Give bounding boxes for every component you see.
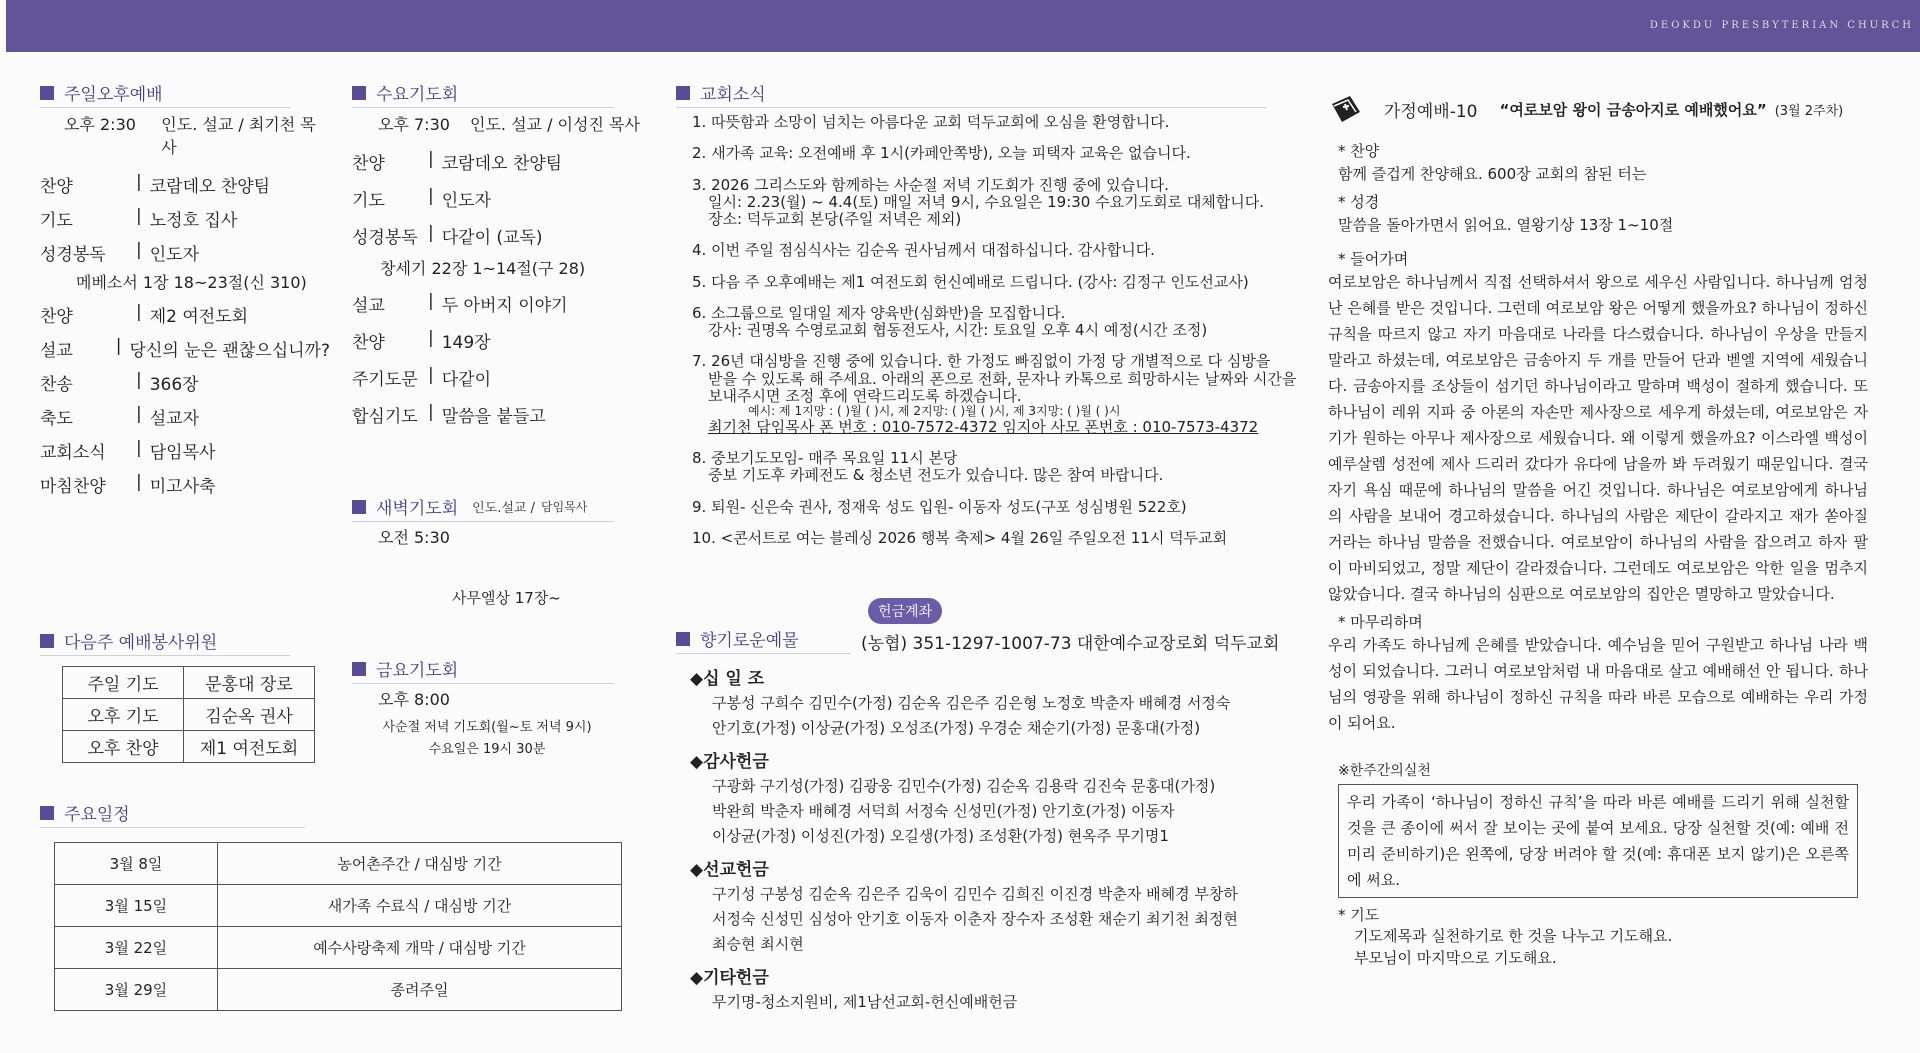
committee-role: 오후 찬양 (63, 731, 184, 763)
order-label: 찬양 (40, 177, 73, 197)
news-section (676, 80, 1296, 561)
account-number: (농협) 351-1297-1007-73 대한예수교장로회 덕두교회 (861, 634, 1280, 654)
order-row (40, 172, 330, 197)
order-row (40, 438, 330, 463)
offering-names: 서정숙 신성민 심성아 안기호 이동자 이춘자 장수자 조성환 채순기 최기천 최정현 (712, 910, 1238, 928)
dawn-service (352, 494, 652, 607)
order-row (40, 336, 330, 361)
closing-heading: * 마무리하며 (1338, 613, 1423, 631)
news-title: 교회소식 (676, 80, 1266, 108)
order-label: 기도 (40, 211, 73, 231)
order-value: 담임목사 (149, 443, 216, 463)
wednesday-service (352, 80, 652, 439)
schedule-title: 주요일정 (40, 800, 305, 828)
schedule-table (54, 842, 622, 1011)
news-subline: 받을 수 있도록 해 주세요. 아래의 폰으로 전화, 문자나 카톡으로 희망하시는 날짜와 시간을 (708, 369, 1297, 388)
order-label: 주기도문 (352, 370, 418, 390)
news-subline: 일시: 2.23(월) ~ 4.4(토) 매일 저녁 9시, 수요일은 19:30 수요기도회로 대체합니다. (708, 192, 1265, 211)
schedule-date: 3월 15일 (55, 885, 218, 927)
order-divider: | (428, 223, 434, 243)
news-item (692, 499, 1296, 516)
home-subtitle: “여로보암 왕이 금송아지로 예배했어요” (1499, 100, 1767, 119)
offering-section (676, 626, 1296, 1015)
scripture-heading: * 성경 (1338, 193, 1380, 211)
news-text: 4. 이번 주일 점심식사는 김순옥 권사님께서 대접하십니다. 감사합니다. (692, 241, 1155, 260)
order-label: 설교 (40, 341, 73, 361)
news-text: 5. 다음 주 오후예배는 제1 여전도회 헌신예배로 드립니다. (강사: 김정구 인도선교사) (692, 272, 1249, 291)
order-label: 설교 (352, 296, 385, 316)
news-item (692, 177, 1296, 229)
closing-text: 우리 가족도 하나님께 은혜를 받았습니다. 예수님을 믿어 구원받고 하나님 나라 백성이 되었습니다. 그러니 여로보암처럼 내 마음대로 살고 예배해선 안 됩니다. 하나님의 영광을 위해 하나님이 정하신 규칙을 따라 바른 모습으로 예배하는 우리 가정이 되어요. (1328, 636, 1868, 732)
offering-names: 이상균(가정) 이성진(가정) 오길생(가정) 조성환(가정) 현옥주 무기명1 (712, 827, 1169, 845)
offering-heading: ◆선교헌금 (690, 860, 769, 880)
schedule-row (55, 927, 622, 969)
offering-heading: ◆감사헌금 (690, 752, 769, 772)
section-square-icon (676, 632, 690, 646)
offering-names: 박완희 박춘자 배혜경 서덕희 서정숙 신성민(가정) 안기호(가정) 이동자 (712, 802, 1175, 820)
order-value: 미고사축 (149, 477, 216, 497)
order-divider: | (136, 438, 142, 458)
order-row (352, 149, 652, 174)
order-label: 성경봉독 (352, 228, 418, 248)
order-divider: | (115, 336, 122, 356)
order-row (352, 365, 652, 390)
order-divider: | (428, 402, 434, 422)
news-text: 6. 소그룹으로 일대일 제자 양육반(심화반)을 모집합니다. (692, 303, 1066, 322)
order-value: 코람데오 찬양팀 (149, 177, 271, 197)
news-item (692, 242, 1296, 259)
practice-box: 우리 가족이 ‘하나님이 정하신 규칙’을 따라 바른 예배를 드리기 위해 실천할 것을 큰 종이에 써서 잘 보이는 곳에 붙여 보세요. 당장 실천할 것(예: 예배 전 미리 준비하기)은 왼쪽에, 당장 버려야 할 것(예: 휴대폰 보지 않기)은 오른쪽에 써요. (1338, 784, 1858, 898)
dawn-time: 오전 5:30 (378, 528, 450, 547)
order-divider: | (428, 328, 434, 348)
afternoon-title: 주일오후예배 (40, 80, 290, 108)
bible-icon (1328, 92, 1364, 126)
order-value: 코람데오 찬양팀 (441, 154, 563, 174)
section-square-icon (40, 634, 54, 648)
schedule-event: 농어촌주간 / 대심방 기간 (218, 843, 622, 885)
order-divider: | (428, 365, 434, 385)
friday-line2: 수요일은 19시 30분 (428, 742, 546, 758)
offering-names: 안기호(가정) 이상균(가정) 오성조(가정) 우경순 채순기(가정) 문홍대(가정) (712, 719, 1201, 737)
order-label: 합심기도 (352, 407, 418, 427)
order-value: 다같이 (441, 370, 492, 390)
schedule-event: 새가족 수료식 / 대심방 기간 (218, 885, 622, 927)
schedule-event: 종려주일 (218, 969, 622, 1011)
wednesday-leader: 인도. 설교 / 이성진 목사 (470, 115, 640, 134)
offering-names: 최승현 최시현 (712, 935, 804, 953)
intro-text: 여로보암은 하나님께서 직접 선택하셔서 왕으로 세우신 사람입니다. 하나님께 엄청난 은혜를 받은 것입니다. 그런데 여로보암 왕은 어떻게 했을까요? 하나님이 정하신 규칙을 따르지 않고 자기 마음대로 나라를 다스렸습니다. 하나님이 우상을 만들지 말라고 하셨는데, 여로보암은 금송아지 두 개를 만들어 단과 벧엘 지역에 세웠습니다. 금송아지를 조상들이 섬기던 하나님이라고 말하며 백성이 절하게 했습니다. 또 하나님이 레위 지파 중 아론의 자손만 제사장으로 세우게 하셨는데, 여로보암은 자기가 원하는 아무나 제사장으로 세웠습니다. 왜 이렇게 했을까요? 이스라엘 백성이 예루살렘 성전에 제사 드리러 갔다가 유다에 남을까 봐 두려웠기 때문입니다. 결국 자기 욕심 때문에 하나님의 말씀을 어긴 것입니다. 하나님은 여로보암에게 하나님의 사람을 보내어 경고하셨습니다. 하나님의 사람은 제단이 갈라지고 재가 쏟아질 거라는 하나님 말씀을 전했습니다. 여로보암이 하나님의 사람을 잡으려고 하자 팔이 마비되었고, 정말 제단이 갈라졌습니다. 그런데도 여로보암은 악한 일을 멈추지 않았습니다. 결국 하나님의 심판으로 여로보암의 집안은 멸망하고 말았습니다. (1328, 273, 1868, 603)
afternoon-time: 오후 2:30 (64, 115, 136, 134)
committee-table (62, 666, 315, 763)
scripture-reference: 메베소서 1장 18~23절(신 310) (76, 273, 307, 292)
account-label-wrap (868, 598, 942, 624)
order-row (352, 223, 652, 248)
schedule-row (55, 885, 622, 927)
order-value: 인도자 (441, 191, 492, 211)
news-text: 2. 새가족 교육: 오전예배 후 1시(카페안쪽방), 오늘 피택자 교육은 없습니다. (692, 144, 1191, 163)
scripture-reference: 창세기 22장 1~14절(구 28) (380, 259, 586, 278)
news-subline: 중보 기도후 카페전도 & 청소년 전도가 있습니다. 많은 참여 바랍니다. (708, 466, 1164, 485)
order-row (40, 302, 330, 327)
order-divider: | (428, 186, 434, 206)
dawn-title: 새벽기도회 인도.설교 / 담임목사 (352, 494, 614, 522)
prayer-heading: * 기도 (1338, 906, 1380, 924)
dawn-text: 사무엘상 17장~ (452, 589, 561, 608)
order-label: 기도 (352, 191, 385, 211)
order-divider: | (136, 472, 142, 492)
section-square-icon (40, 806, 54, 820)
offering-names: 구광화 구기성(가정) 김광웅 김민수(가정) 김순옥 김용락 김진숙 문홍대(가정) (712, 777, 1216, 795)
wednesday-order (352, 149, 652, 427)
schedule-date: 3월 8일 (55, 843, 218, 885)
news-text: 8. 중보기도모임- 매주 목요일 11시 본당 (692, 449, 958, 468)
news-item (692, 450, 1296, 485)
prayer-line1: 기도제목과 실천하기로 한 것을 나누고 기도해요. (1354, 927, 1673, 945)
news-item (692, 530, 1296, 547)
offering-names: 구기성 구봉성 김순옥 김은주 김욱이 김민수 김희진 이진경 박춘자 배혜경 부창하 (712, 885, 1238, 903)
prayer-line2: 부모님이 마지막으로 기도해요. (1354, 949, 1557, 967)
order-divider: | (136, 206, 142, 226)
offering-names: 구봉성 구희수 김민수(가정) 김순옥 김은주 김은형 노정호 박춘자 배혜경 서정숙 (712, 694, 1231, 712)
news-text: 1. 따뜻함과 소망이 넘치는 아름다운 교회 덕두교회에 오심을 환영합니다. (692, 113, 1170, 131)
committee-row (63, 731, 315, 763)
schedule-row (55, 969, 622, 1011)
offering-names: 무기명-청소지원비, 제1남선교회-헌신예배헌금 (712, 993, 1018, 1011)
order-label: 찬양 (352, 333, 385, 353)
news-subline: 장소: 덕두교회 본당(주일 저녁은 제외) (708, 210, 962, 228)
news-item (692, 274, 1296, 291)
order-divider: | (136, 302, 142, 322)
offering-list (690, 664, 1296, 1015)
section-square-icon (40, 86, 54, 100)
order-row (40, 472, 330, 497)
order-value: 149장 (441, 333, 491, 353)
order-row (40, 370, 330, 395)
section-square-icon (676, 86, 690, 100)
offering-heading: ◆십 일 조 (690, 669, 765, 689)
order-divider: | (136, 370, 142, 390)
afternoon-leader: 인도. 설교 / 최기천 목사 (161, 115, 316, 157)
hymn-heading: * 찬양 (1338, 142, 1380, 160)
news-text: 3. 2026 그리스도와 함께하는 사순절 저녁 기도회가 진행 중에 있습니다. (692, 175, 1169, 194)
schedule-row (55, 843, 622, 885)
order-row (40, 240, 330, 265)
order-row (352, 328, 652, 353)
intro-heading: * 들어가며 (1338, 250, 1409, 268)
offering-title: 향기로운예물 (676, 626, 851, 654)
order-value: 인도자 (149, 245, 200, 265)
news-item (692, 145, 1296, 162)
news-subline: 보내주시면 조정 후에 연락드리도록 하겠습니다. (708, 386, 1022, 405)
order-label: 찬양 (40, 307, 73, 327)
friday-line1: 사순절 저녁 기도회(월~토 저녁 9시) (382, 720, 592, 736)
committee-role: 오후 기도 (63, 699, 184, 731)
news-text: 7. 26년 대심방을 진행 중에 있습니다. 한 가정도 빠짐없이 가정 당 개별적으로 다 심방을 (692, 352, 1271, 371)
home-week: (3월 2주차) (1774, 103, 1844, 119)
order-value: 제2 여전도회 (149, 307, 249, 327)
committee-row (63, 667, 315, 699)
schedule-event: 예수사랑축제 개막 / 대심방 기간 (218, 927, 622, 969)
schedule-date: 3월 29일 (55, 969, 218, 1011)
news-list (692, 114, 1296, 547)
friday-title: 금요기도회 (352, 656, 614, 684)
schedule-date: 3월 22일 (55, 927, 218, 969)
order-value: 366장 (149, 375, 199, 395)
order-row (352, 291, 652, 316)
order-value: 말씀을 붙들고 (441, 407, 546, 427)
news-text: 10. <콘서트로 여는 블레싱 2026 행복 축제> 4월 26일 주일오전 11시 덕두교회 (692, 528, 1228, 547)
committee-person: 김순옥 권사 (184, 699, 315, 731)
news-item (692, 305, 1296, 340)
news-item (692, 114, 1296, 131)
order-row (352, 186, 652, 211)
schedule-section (40, 800, 640, 1011)
section-square-icon (352, 86, 366, 100)
news-item (692, 353, 1296, 436)
order-divider: | (136, 172, 142, 192)
news-subline: 강사: 권명옥 수영로교회 협동전도사, 시간: 토요일 오후 4시 예정(시간 조정) (708, 321, 1208, 339)
order-row (352, 402, 652, 427)
order-label: 성경봉독 (40, 245, 106, 265)
order-value: 두 아버지 이야기 (441, 296, 568, 316)
committee-title: 다음주 예배봉사위원 (40, 628, 290, 656)
afternoon-order (40, 172, 330, 497)
home-title: 가정예배-10 (1384, 101, 1478, 122)
committee-role: 주일 기도 (63, 667, 184, 699)
news-subline: 예시: 제 1지망 : ( )월 ( )시, 제 2지망: ( )월 ( )시, 제 3지망: ( )월 ( )시 (748, 404, 1121, 418)
order-value: 당신의 눈은 괜찮으십니까? (129, 341, 330, 361)
order-value: 노정호 집사 (149, 211, 238, 231)
order-label: 축도 (40, 409, 73, 429)
committee-person: 제1 여전도회 (184, 731, 315, 763)
order-divider: | (136, 404, 142, 424)
committee-row (63, 699, 315, 731)
church-name: DEOKDU PRESBYTERIAN CHURCH (1649, 20, 1914, 31)
order-divider: | (136, 240, 142, 260)
committee-section (40, 628, 330, 763)
order-label: 교회소식 (40, 443, 106, 463)
home-worship (1328, 92, 1868, 969)
order-row (40, 404, 330, 429)
order-label: 찬양 (352, 154, 385, 174)
wednesday-time: 오후 7:30 (378, 115, 450, 134)
order-value: 다같이 (교독) (441, 228, 543, 248)
news-subline: 최기천 담임목사 폰 번호 : 010-7572-4372 임지아 사모 폰번호 : 010-7573-4372 (708, 417, 1259, 436)
order-label: 찬송 (40, 375, 73, 395)
news-text: 9. 퇴원- 신은숙 권사, 정재욱 성도 입원- 이동자 성도(구포 성심병원 522호) (692, 497, 1187, 516)
account-label: 헌금계좌 (868, 598, 942, 624)
afternoon-service (40, 80, 330, 506)
friday-service (352, 656, 652, 761)
order-divider: | (428, 291, 434, 311)
friday-time: 오후 8:00 (378, 690, 450, 709)
order-label: 마침찬양 (40, 477, 106, 497)
section-square-icon (352, 662, 366, 676)
wednesday-title: 수요기도회 (352, 80, 614, 108)
order-row (40, 206, 330, 231)
scripture-text: 말씀을 돌아가면서 읽어요. 열왕기상 13장 1~10절 (1338, 216, 1674, 234)
order-divider: | (428, 149, 434, 169)
hymn-text: 함께 즐겁게 찬양해요. 600장 교회의 참된 터는 (1338, 165, 1647, 183)
header-bar (6, 0, 1920, 52)
section-square-icon (352, 500, 366, 514)
practice-title: ※한주간의실천 (1338, 763, 1431, 779)
offering-heading: ◆기타헌금 (690, 968, 769, 988)
order-value: 설교자 (149, 409, 200, 429)
committee-person: 문홍대 장로 (184, 667, 315, 699)
